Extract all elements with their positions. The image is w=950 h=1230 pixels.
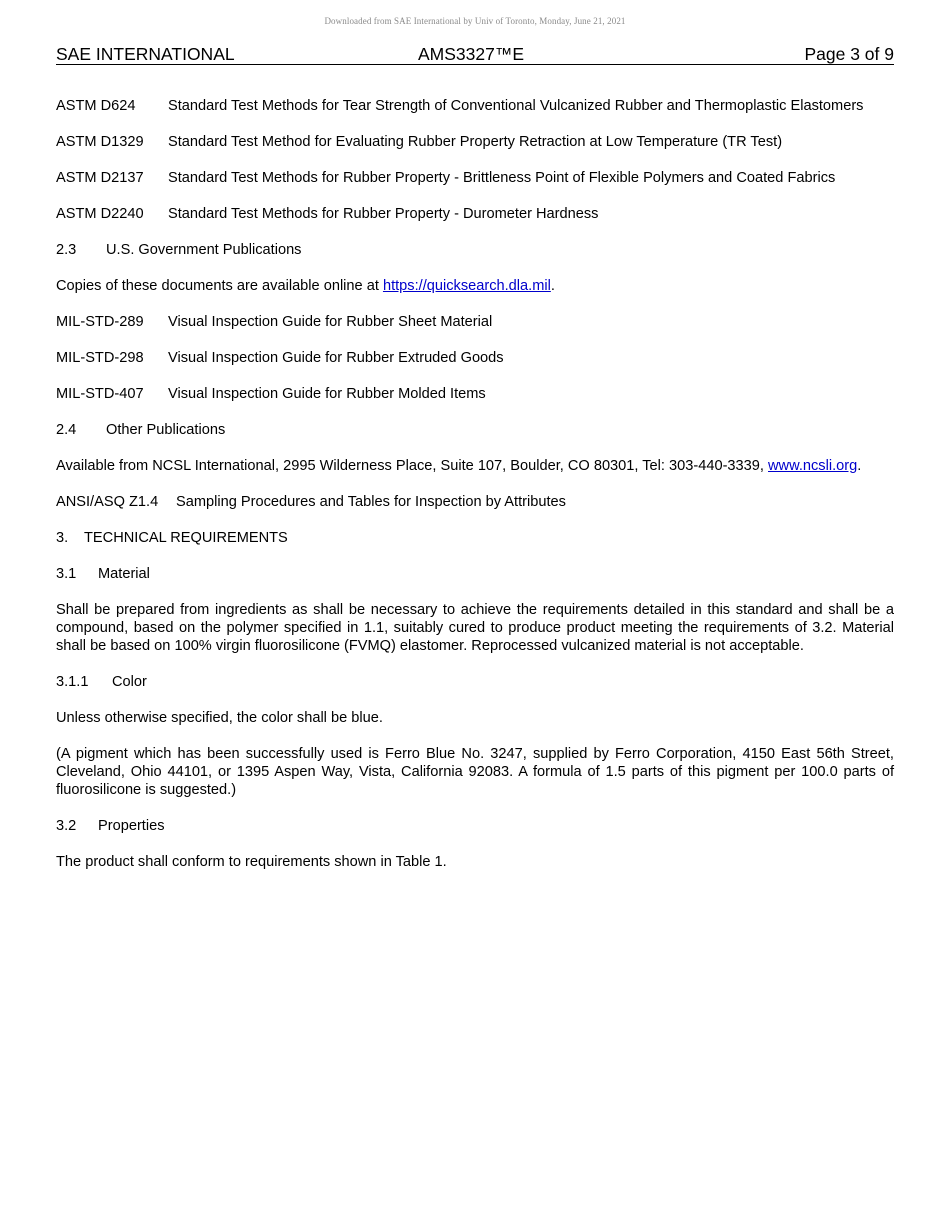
- section-number: 2.3: [56, 242, 77, 258]
- reference-title: Visual Inspection Guide for Rubber Sheet Material: [168, 314, 493, 330]
- reference-code: ASTM D1329: [56, 134, 144, 150]
- properties-paragraph: The product shall conform to requirements shown in Table 1.: [56, 854, 447, 870]
- reference-astm-d1329: [56, 133, 894, 151]
- reference-astm-d2137: [56, 169, 894, 187]
- section-title: TECHNICAL REQUIREMENTS: [84, 530, 288, 546]
- ncsl-availability-text: Available from NCSL International, 2995 Wilderness Place, Suite 107, Boulder, CO 80301, Tel: 303-440-3339, www.ncsli.org.: [56, 458, 862, 474]
- reference-code: MIL-STD-289: [56, 314, 144, 330]
- page-header: [56, 44, 894, 65]
- section-title: Color: [112, 674, 147, 690]
- section-number: 3.2: [56, 818, 77, 834]
- reference-astm-d624: [56, 97, 894, 115]
- reference-code: ASTM D624: [56, 98, 136, 114]
- reference-mil-std-298: [56, 349, 894, 367]
- reference-mil-std-407: [56, 385, 894, 403]
- color-paragraph: Unless otherwise specified, the color shall be blue.: [56, 710, 383, 726]
- material-paragraph: Shall be prepared from ingredients as shall be necessary to achieve the requirements detailed in this standard and shall be a compound, based on the polymer specified in 1.1, suitably cured to produce product meeting the requirements of 3.2. Material shall be based on 100% virgin fluorosilicone (FVMQ) elastomer. Reprocessed vulcanized material is not acceptable.: [56, 602, 894, 654]
- reference-title: Visual Inspection Guide for Rubber Extruded Goods: [168, 350, 504, 366]
- section-number: 3.: [56, 530, 69, 546]
- reference-title: Standard Test Method for Evaluating Rubber Property Retraction at Low Temperature (TR Test): [168, 134, 783, 150]
- section-3-1-heading: [56, 565, 894, 583]
- section-title: U.S. Government Publications: [106, 242, 302, 258]
- section-2-4-heading: [56, 421, 894, 439]
- document-body: [56, 97, 894, 889]
- reference-code: ASTM D2137: [56, 170, 144, 186]
- section-3-heading: [56, 529, 894, 547]
- reference-code: MIL-STD-407: [56, 386, 144, 402]
- section-title: Material: [98, 566, 150, 582]
- reference-ansi-asq-z1-4: [56, 493, 894, 511]
- reference-title: Standard Test Methods for Rubber Property - Durometer Hardness: [168, 206, 599, 222]
- reference-code: MIL-STD-298: [56, 350, 144, 366]
- reference-title: Sampling Procedures and Tables for Inspection by Attributes: [176, 494, 566, 510]
- reference-mil-std-289: [56, 313, 894, 331]
- gov-availability-text: Copies of these documents are available online at https://quicksearch.dla.mil.: [56, 278, 555, 294]
- ncsli-link[interactable]: www.ncsli.org: [768, 458, 858, 474]
- header-page-number: Page 3 of 9: [804, 44, 894, 64]
- download-watermark: Downloaded from SAE International by Univ of Toronto, Monday, June 21, 2021: [324, 16, 626, 26]
- header-document-number: AMS3327™E: [418, 44, 525, 64]
- reference-title: Standard Test Methods for Rubber Property - Brittleness Point of Flexible Polymers and Coated Fabrics: [168, 170, 836, 186]
- quicksearch-link[interactable]: https://quicksearch.dla.mil: [382, 278, 551, 294]
- section-number: 3.1: [56, 566, 77, 582]
- section-number: 2.4: [56, 422, 77, 438]
- section-3-2-heading: [56, 817, 894, 835]
- reference-title: Standard Test Methods for Tear Strength of Conventional Vulcanized Rubber and Thermoplastic Elastomers: [168, 98, 864, 114]
- reference-code: ASTM D2240: [56, 206, 144, 222]
- section-title: Other Publications: [106, 422, 226, 438]
- section-number: 3.1.1: [56, 674, 89, 690]
- header-organization: SAE INTERNATIONAL: [56, 44, 235, 64]
- reference-title: Visual Inspection Guide for Rubber Molded Items: [168, 386, 486, 402]
- reference-code: ANSI/ASQ Z1.4: [56, 494, 159, 510]
- section-3-1-1-heading: [56, 673, 894, 691]
- pigment-note-paragraph: (A pigment which has been successfully used is Ferro Blue No. 3247, supplied by Ferro Corporation, 4150 East 56th Street, Cleveland, Ohio 44101, or 1395 Aspen Way, Vista, California 92083. A formula of 1.5 parts of this pigment per 100.0 parts of fluorosilicone is suggested.): [56, 746, 894, 798]
- reference-astm-d2240: [56, 205, 894, 223]
- section-2-3-heading: [56, 241, 894, 259]
- section-title: Properties: [98, 818, 165, 834]
